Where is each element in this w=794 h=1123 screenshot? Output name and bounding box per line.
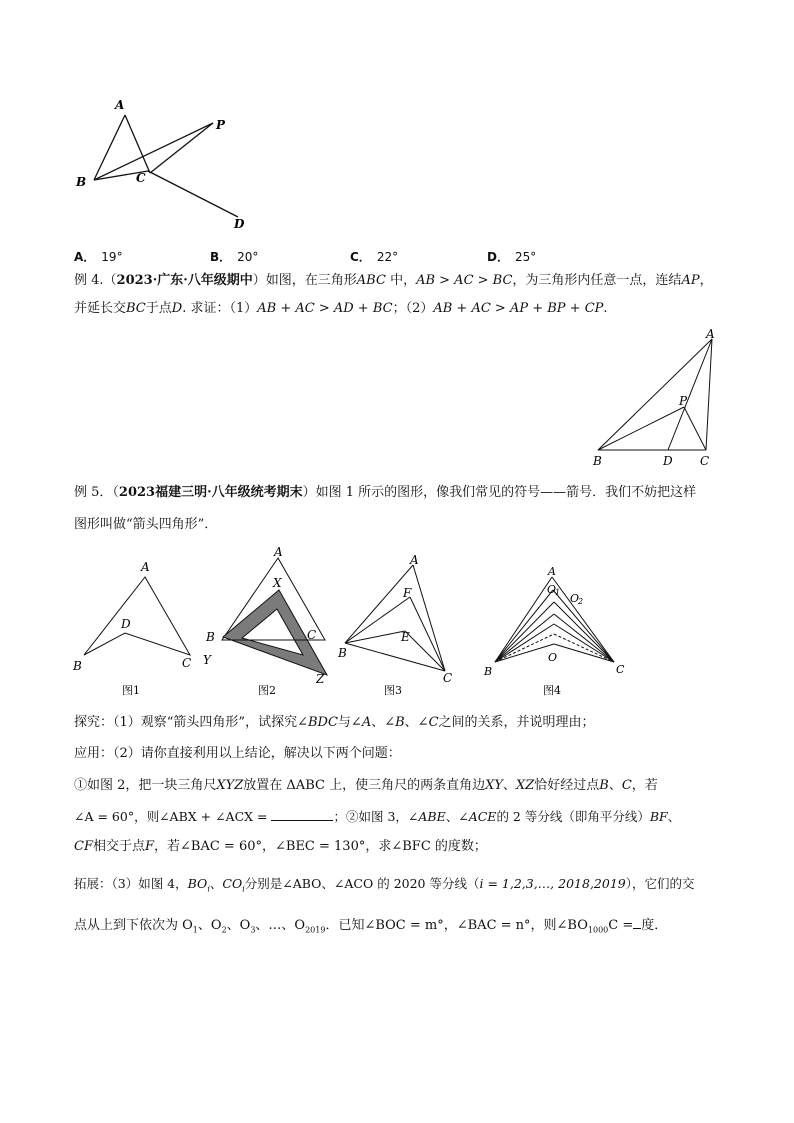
ex4-text: ，为三角形内任意一点，连结 <box>512 273 682 288</box>
extend-text: 点从上到下依次为 O <box>74 918 193 933</box>
ex4-text: . 求证：（1） <box>182 301 258 316</box>
q1-cf: CF <box>74 839 93 854</box>
q1-xyz: XYZ <box>216 778 244 793</box>
q1-text: 恰好经过点 <box>534 778 600 793</box>
extend-text: 、 <box>209 876 223 891</box>
ex4-line1 <box>74 272 713 290</box>
label-z: Z <box>316 672 325 686</box>
q1-xz: XZ <box>515 778 535 793</box>
label-b: B <box>593 454 602 468</box>
q1-text: 放置在 ΔABC 上，使三角尺的两条直角边 <box>243 778 486 793</box>
extend-range: i = 1,2,3,…, 2018,2019 <box>479 876 626 891</box>
extend-text: 、O <box>197 918 222 933</box>
extend-sub: i <box>242 884 245 894</box>
ex4-d: D <box>171 301 183 316</box>
ex4-line2 <box>74 300 608 318</box>
choice-letter: A． <box>74 250 96 264</box>
label-o1-sub: 1 <box>555 588 561 597</box>
label-b: B <box>206 630 215 644</box>
choice-letter: D． <box>487 250 509 264</box>
extend-co: CO <box>222 876 243 891</box>
ex4-text: ）如图，在三角形 <box>252 273 357 288</box>
extend-text: C = <box>608 918 634 933</box>
label-p: P <box>216 118 226 132</box>
label-b: B <box>484 665 493 678</box>
extend-sub: 3 <box>250 925 256 935</box>
label-b: B <box>73 659 82 673</box>
choice-c[interactable] <box>350 248 398 265</box>
label-a: A <box>274 545 283 559</box>
label-c: C <box>136 171 146 185</box>
extend-sub: 2019 <box>305 925 326 935</box>
ex5-line1 <box>74 484 696 502</box>
ex4-text: ；（2） <box>392 301 434 316</box>
q1-ace: ACE <box>468 809 497 824</box>
choice-d[interactable] <box>487 248 536 265</box>
label-c: C <box>307 628 317 642</box>
explore-b: B <box>395 715 405 730</box>
q1-line2 <box>74 808 680 826</box>
q1-text: ①如图 2，把一块三角尺 <box>74 778 217 793</box>
top-figure <box>70 95 260 235</box>
extend-text: ），它们的交 <box>625 876 695 891</box>
ex4-text: 并延长交 <box>74 301 127 316</box>
label-o2: O <box>570 592 580 605</box>
label-c: C <box>443 671 453 685</box>
fig3 <box>335 545 465 700</box>
fig1-caption: 图1 <box>122 684 140 697</box>
ex4-bc: BC <box>126 301 146 316</box>
q1-line1 <box>74 777 658 795</box>
choice-value: 22° <box>376 250 399 264</box>
q1-f: F <box>144 839 155 854</box>
label-c: C <box>700 454 710 468</box>
q1-abe: ABE <box>418 809 446 824</box>
fig4-caption: 图4 <box>543 684 561 697</box>
label-b: B <box>338 646 347 660</box>
q1-text: 、 <box>608 778 622 793</box>
q1-text: ，若∠BAC = 60°，∠BEC = 130°，求∠BFC 的度数； <box>154 839 487 854</box>
q1-text: 的 2 等分线（即角平分线） <box>496 809 650 824</box>
label-p: P <box>679 394 688 408</box>
q1-text: 、 <box>667 809 681 824</box>
choice-letter: B． <box>210 250 232 264</box>
ex5-text: ）如图 1 所示的图形，像我们常见的符号——箭号．我们不妨把这样 <box>302 485 697 500</box>
ex4-proof2: AB + AC > AP + BP + CP <box>433 301 604 316</box>
fig1 <box>70 555 200 700</box>
ex4-abc: ABC <box>356 273 386 288</box>
ex4-text: . <box>603 301 608 316</box>
extend-line2 <box>74 916 667 940</box>
extend-text: 拓展：（3）如图 4， <box>74 876 188 891</box>
label-e: E <box>401 630 410 644</box>
explore-text: 与∠ <box>337 715 362 730</box>
ex4-ap: AP <box>681 273 700 288</box>
ex4-text: 中， <box>385 273 417 288</box>
explore-text: 之间的关系，并说明理由； <box>438 715 595 730</box>
label-d: D <box>121 617 131 631</box>
extend-sub: 1000 <box>587 925 609 935</box>
explore-text: 、∠ <box>371 715 396 730</box>
explore-line <box>74 714 595 732</box>
q1-text: 、∠ <box>445 809 469 824</box>
ex4-source: 2023·广东·八年级期中 <box>116 273 253 288</box>
extend-sub: 2 <box>221 925 227 935</box>
extend-sub: 1 <box>192 925 198 935</box>
label-a: A <box>548 565 556 578</box>
choice-value: 25° <box>514 250 537 264</box>
explore-c: C <box>428 715 439 730</box>
choice-letter: C． <box>350 250 371 264</box>
choice-b[interactable] <box>210 248 258 265</box>
label-o1: O <box>547 583 557 596</box>
label-c: C <box>616 663 625 676</box>
extend-text: 、O <box>226 918 251 933</box>
ex4-proof1: AB + AC > AD + BC <box>257 301 393 316</box>
q1-text: ∠A = 60°，则∠ABX + ∠ACX = <box>74 809 268 824</box>
explore-text: 探究：（1）观察“箭头四角形”，试探究∠ <box>74 715 308 730</box>
choice-value: 19° <box>101 250 123 264</box>
label-a: A <box>141 560 150 574</box>
label-a: A <box>410 553 419 567</box>
ex5-source: 2023福建三明·八年级统考期末 <box>118 485 303 500</box>
q1-b: B <box>599 778 609 793</box>
label-x: X <box>273 576 282 590</box>
label-o2-sub: 2 <box>578 597 584 606</box>
ex4-text: 于点 <box>145 301 172 316</box>
label-d: D <box>234 217 245 231</box>
fig4 <box>478 560 638 700</box>
label-y: Y <box>203 653 211 667</box>
label-a: A <box>706 327 715 341</box>
label-d: D <box>663 454 673 468</box>
choice-a[interactable] <box>74 248 123 265</box>
label-c: C <box>182 656 192 670</box>
apply-line: 应用：（2）请你直接利用以上结论，解决以下两个问题： <box>74 746 401 761</box>
ex4-figure <box>588 325 723 470</box>
q1-xy: XY <box>485 778 503 793</box>
extend-text: ．已知∠BOC = m°，∠BAC = n°，则∠BO <box>325 918 588 933</box>
ex4-text: ， <box>699 273 713 288</box>
fig2 <box>200 545 340 700</box>
ex5-prefix: 例 5．（ <box>74 485 119 500</box>
label-f: F <box>403 586 412 600</box>
q1-text: 相交于点 <box>92 839 145 854</box>
q1-text: ；②如图 3，∠ <box>333 809 419 824</box>
extend-bo: BO <box>187 876 208 891</box>
extend-line1 <box>74 875 695 899</box>
label-o: O <box>548 651 558 664</box>
q1-line3 <box>74 838 487 856</box>
ex4-prefix: 例 4.（ <box>74 273 117 288</box>
ex4-ineq: AB > AC > BC <box>416 273 513 288</box>
q1-text: ，若 <box>631 778 658 793</box>
ex5-line2: 图形叫做“箭头四角形”． <box>74 517 218 532</box>
extend-sub: i <box>207 884 210 894</box>
label-b: B <box>76 175 87 189</box>
explore-text: 、∠ <box>404 715 429 730</box>
q1-bf: BF <box>649 809 668 824</box>
answer-blank-1[interactable] <box>271 808 333 821</box>
explore-a: A <box>361 715 372 730</box>
label-a: A <box>115 98 125 112</box>
q1-text: 、 <box>502 778 516 793</box>
fig2-caption: 图2 <box>258 684 276 697</box>
extend-text: 分别是∠ABO、∠ACO 的 2020 等分线（ <box>244 876 480 891</box>
explore-bdc: BDC <box>307 715 338 730</box>
q1-c: C <box>621 778 632 793</box>
choice-value: 20° <box>237 250 259 264</box>
extend-text: 、…、O <box>255 918 306 933</box>
extend-text: 度． <box>641 918 668 933</box>
fig3-caption: 图3 <box>384 684 402 697</box>
